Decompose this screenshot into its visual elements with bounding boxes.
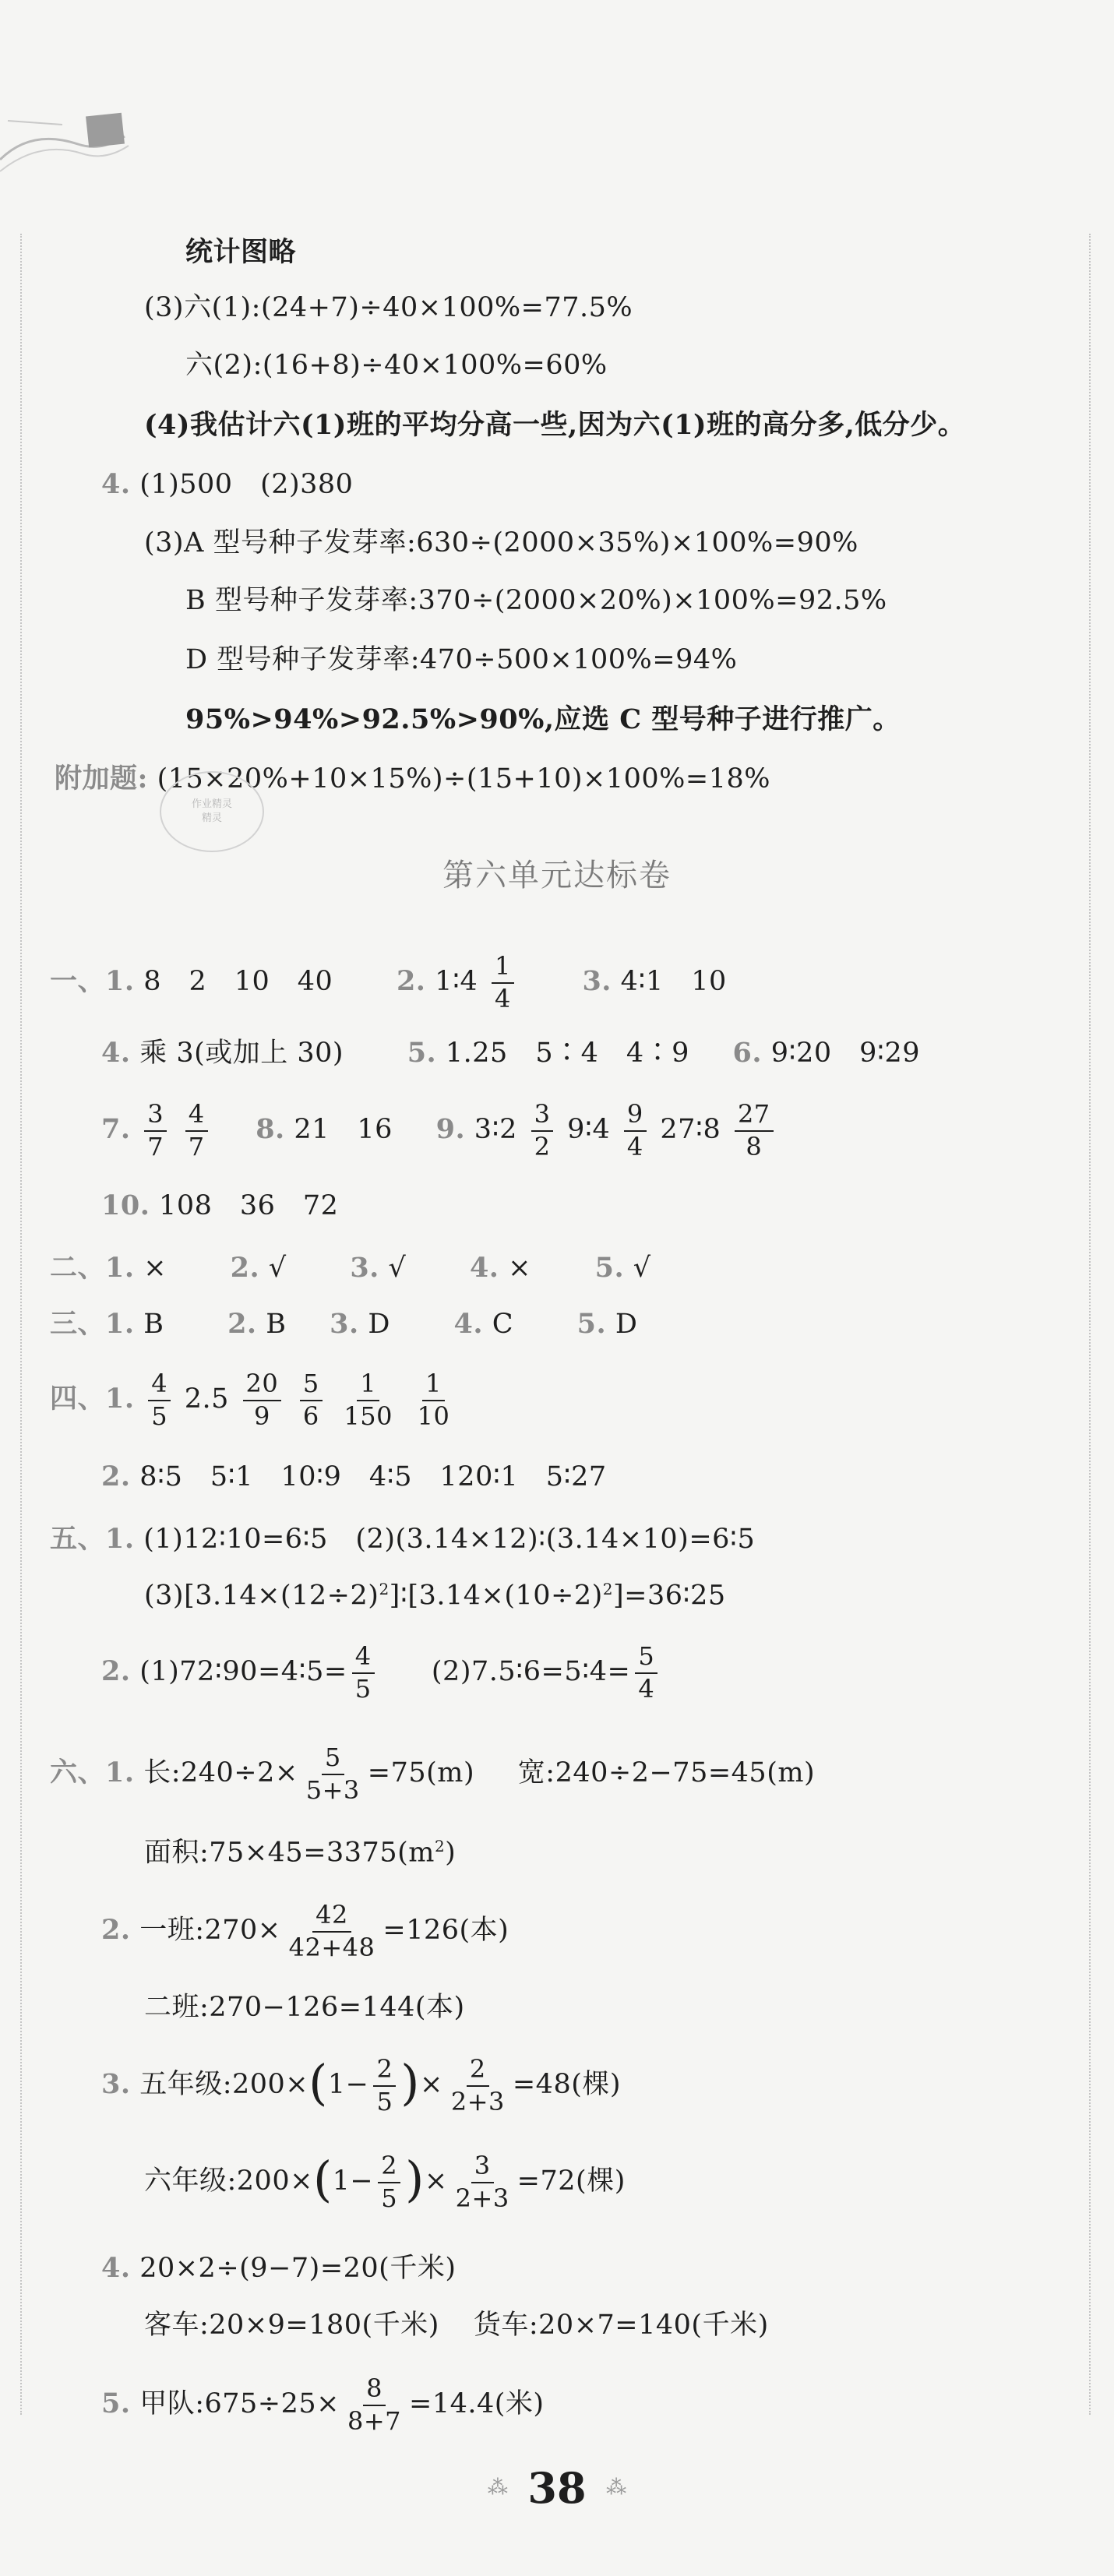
stamp-text-2: 精灵: [201, 812, 222, 824]
fraction: $\frac{42}{42+48}$: [288, 1900, 375, 1962]
fraction: $\frac{1}{150}$: [344, 1369, 393, 1431]
q-answer: (1)12∶10=6∶5 (2)(3.14×12)∶(3.14×10)=6∶5: [143, 1524, 756, 1555]
fraction: $\frac{5}{6}$: [300, 1371, 323, 1429]
q4-label: 4.: [101, 468, 131, 500]
fraction: $\frac{5}{4}$: [635, 1644, 657, 1702]
q-num: 4.: [101, 2252, 131, 2284]
q-num: 8.: [256, 1113, 285, 1146]
stat-chart-note: 统计图略: [185, 236, 297, 268]
q-num: 2.: [396, 965, 426, 998]
q-num: 10.: [101, 1189, 150, 1221]
q-answer: 1∶4: [435, 966, 478, 998]
fraction: $\frac{3}{2}$: [531, 1101, 554, 1160]
q-answer: 乘 3(或加上 30): [139, 1038, 344, 1069]
part1-row1: [50, 953, 727, 1012]
part1-row2: [101, 1039, 920, 1067]
part6-q3-line2: 六年级:200×(1− $\frac{2}{5}$ )× $\frac{3}{2+3}$ =72(棵): [144, 2150, 626, 2213]
fraction: $\frac{2}{5}$: [378, 2153, 400, 2211]
part2-row: 二、1. × 2. √ 3. √ 4. × 5. √: [50, 1252, 651, 1284]
q-answer: 2.5: [184, 1383, 229, 1415]
q-num: 5.: [407, 1037, 437, 1069]
part6-q4-line1: 4. 20×2÷(9−7)=20(千米): [101, 2252, 457, 2284]
part4-row2: [101, 1463, 607, 1491]
q-answer: 21 16: [294, 1114, 393, 1146]
part6-q2-line2: 二班:270−126=144(本): [144, 1992, 465, 2023]
watermark-stamp: [160, 771, 264, 852]
fraction: $\frac{5}{5+3}$: [305, 1743, 360, 1805]
part6-q5-line1: 5. 甲队:675÷25× $\frac{8}{8+7}$ =14.4(米): [101, 2373, 545, 2436]
seed-d-line: D 型号种子发芽率:470÷500×100%=94%: [185, 644, 738, 675]
part6-q2-line1: 2. 一班:270× $\frac{42}{42+48}$ =126(本): [101, 1900, 509, 1962]
part4-label: 四、: [50, 1383, 106, 1415]
q-answer: 8∶5 5∶1 10∶9 4∶5 120∶1 5∶27: [139, 1461, 607, 1492]
q-num: 2.: [101, 1655, 131, 1688]
answer-line-3-1: (3)六(1):(24+7)÷40×100%=77.5%: [144, 292, 633, 323]
bonus-answer: (15×20%+10×15%)÷(15+10)×100%=18%: [157, 763, 771, 795]
answer-line-4: (4)我估计六(1)班的平均分高一些,因为六(1)班的高分多,低分少。: [144, 409, 966, 441]
part4-row1: [50, 1371, 457, 1429]
q-num: 4.: [101, 1037, 131, 1069]
fraction: $\frac{3}{2+3}$: [455, 2151, 509, 2213]
q-answer: 1.25 5∶4 4∶9: [445, 1038, 689, 1069]
q-num: 3.: [582, 965, 612, 998]
fraction: $\frac{1}{10}$: [417, 1369, 450, 1431]
fraction: $\frac{2}{2+3}$: [450, 2054, 505, 2116]
q-num: 9.: [435, 1113, 466, 1146]
q-answer: 108 36 72: [159, 1190, 339, 1221]
part6-label: 六、: [50, 1757, 106, 1789]
q-num: 2.: [101, 1461, 131, 1492]
left-margin-rule: [20, 234, 22, 2415]
fraction: $\frac{4}{5}$: [352, 1644, 375, 1702]
q-num: 7.: [101, 1113, 131, 1146]
q-answer: 4∶1 10: [620, 966, 727, 998]
q-num: 1.: [105, 1523, 135, 1555]
page-number: 38: [527, 2463, 587, 2513]
q-num: 2.: [101, 1914, 131, 1947]
seed-conclusion-line: 95%>94%>92.5%>90%,应选 C 型号种子进行推广。: [185, 703, 901, 735]
answer-line-3-2: 六(2):(16+8)÷40×100%=60%: [185, 350, 608, 381]
fraction: $\frac{2}{5}$: [373, 2056, 396, 2115]
fraction: $\frac{3}{7}$: [144, 1101, 167, 1160]
q-num: 5.: [101, 2387, 131, 2420]
section-title: 第六单元达标卷: [442, 858, 672, 893]
part1-row4: [101, 1189, 339, 1221]
part6-q1-line1: 六、1. 长:240÷2× $\frac{5}{5+3}$ =75(m) 宽:240÷2−75=45(m): [50, 1743, 816, 1805]
fraction: $\frac{9}{4}$: [624, 1101, 647, 1160]
part6-q1-line2: 面积$:75\times 45=3375(m^2)$: [144, 1837, 457, 1869]
q-num: 6.: [732, 1037, 763, 1069]
q-answer: 9∶20 9∶29: [770, 1038, 921, 1069]
bonus-line: [55, 765, 770, 793]
q-answer: 3∶2: [474, 1114, 517, 1146]
part3-label: 三、: [50, 1308, 106, 1340]
q-num: 1.: [105, 965, 135, 998]
q-answer: 9∶4: [567, 1114, 611, 1146]
seed-b-line: B 型号种子发芽率:370÷(2000×20%)×100%=92.5%: [185, 585, 887, 616]
part6-q4-line2: 客车:20×9=180(千米) 货车:20×7=140(千米): [144, 2310, 769, 2341]
part2-label: 二、: [50, 1252, 106, 1284]
part1-row3: [101, 1101, 778, 1160]
stamp-text-1: 作业精灵: [191, 798, 232, 810]
fraction: $\frac{4}{7}$: [185, 1101, 208, 1160]
part5-label: 五、: [50, 1523, 106, 1555]
part5-row2: $(3)[3.14\times(12\div 2)^2]∶[3.14\times(10\div 2)^2]=36∶25$: [144, 1580, 726, 1612]
q-num: 3.: [101, 2068, 131, 2101]
ornament-right: ⁂: [606, 2476, 627, 2500]
q-answer: 27∶8: [660, 1114, 721, 1146]
fraction: $\frac{27}{8}$: [735, 1101, 774, 1160]
q-num: 1.: [105, 1757, 135, 1789]
q-num: 1.: [105, 1383, 135, 1415]
right-margin-rule: [1089, 234, 1091, 2415]
part3-row: 三、1. B 2. B 3. D 4. C 5. D: [50, 1308, 638, 1340]
q4-answer: (1)500 (2)380: [139, 469, 354, 500]
corner-decoration: [0, 97, 132, 183]
fraction: $\frac{4}{5}$: [148, 1371, 171, 1429]
fraction: $\frac{8}{8+7}$: [347, 2373, 402, 2436]
fraction: $\frac{20}{9}$: [243, 1371, 282, 1429]
answer-q4-line: [101, 470, 353, 499]
page-footer: [0, 2463, 1114, 2513]
part5-row1: [50, 1525, 755, 1553]
q-answer: 8 2 10 40: [143, 966, 333, 998]
ornament-left: ⁂: [487, 2476, 508, 2500]
bonus-label: 附加题:: [55, 763, 148, 795]
part5-row3: 2. (1)72∶90=4∶5= $\frac{4}{5}$ (2)7.5∶6=5∶4= $\frac{5}{4}$: [101, 1644, 662, 1702]
fraction: $\frac{1}{4}$: [492, 953, 514, 1012]
part6-q3-line1: 3. 五年级:200×(1− $\frac{2}{5}$ )× $\frac{2}{2+3}$ =48(棵): [101, 2053, 622, 2116]
seed-a-line: (3)A 型号种子发芽率:630÷(2000×35%)×100%=90%: [144, 527, 858, 559]
part1-label: 一、: [50, 965, 106, 998]
